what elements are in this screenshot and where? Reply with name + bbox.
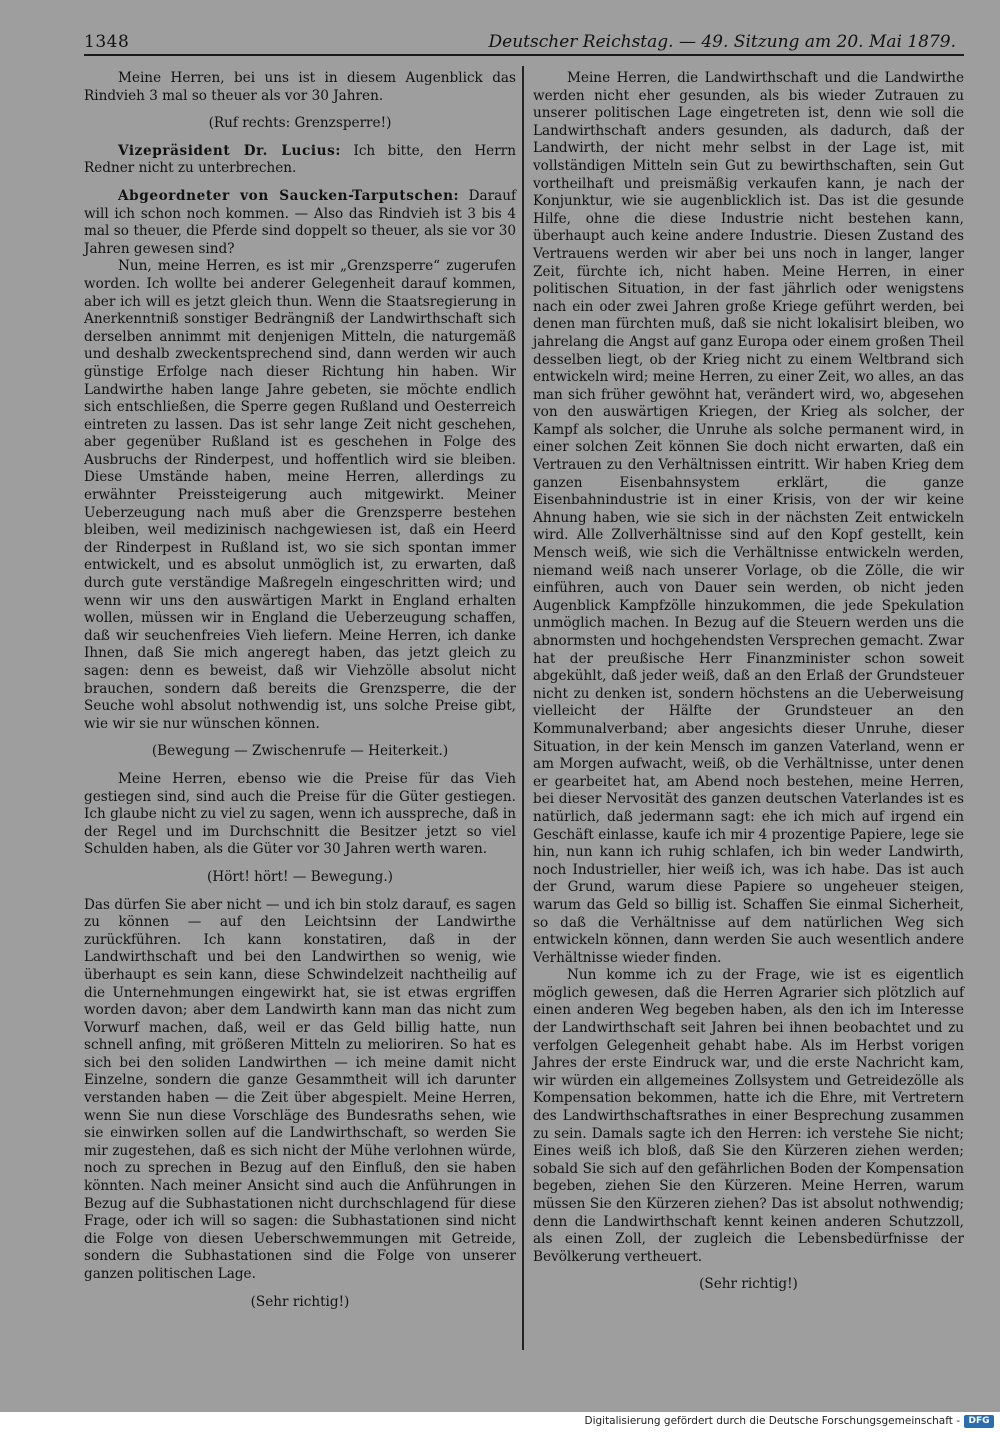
interjection: (Sehr richtig!) [699,1276,798,1293]
speech-text: Darauf will ich schon noch kommen. — Also das Rindvieh ist 3 bis 4 mal so theuer, die Pferde sind doppelt so theuer, als sie vor 30 Jahren gewesen sind? [84,187,516,257]
right-column [533,70,964,1304]
speech-text: Ich bitte, den Herrn Redner nicht zu unterbrechen. [84,142,516,177]
page-header [84,30,964,56]
speaker-name: Vizepräsident Dr. Lucius: [118,142,342,159]
dfg-logo: DFG [964,1415,994,1428]
digitization-footer [0,1412,1000,1432]
paragraph: Nun, meine Herren, es ist mir „Grenzsperre“ zugerufen worden. Ich wollte bei anderer Gelegenheit darauf kommen, aber ich will es jetzt gleich thun. Wenn die Staatsregierung in Anerkenntniß sonstiger Bedrängniß der Landwirthschaft sich derselben annimmt mit denjenigen Mitteln, die naturgemäß und deshalb zweckentsprechend sind, dann werden wir auch günstige Erfolge nach dieser Richtung hin haben. Wir Landwirthe haben lange Jahre gebeten, sie möchte endlich sich entschließen, die Sperre gegen Rußland und Oesterreich eintreten zu lassen. Das ist sehr lange Zeit nicht geschehen, aber gegenüber Rußland ist es geschehen in Folge des Ausbruchs der Rinderpest, und hoffentlich wird sie bleiben. Diese Umstände haben, meine Herren, allerdings zu erwähnter Preissteigerung auch mitgewirkt. Meiner Ueberzeugung nach muß aber die Grenzsperre bestehen bleiben, weil medizinisch nachgewiesen ist, daß ein Heerd der Rinderpest in Rußland ist, wo sie sich spontan immer entwickelt, und es absolut unmöglich ist, zu erwarten, daß durch gute verständige Maßregeln eingeschritten wird; und wenn wir uns den auswärtigen Markt in England erhalten wollen, müssen wir in England die Ueberzeugung schaffen, daß wir seuchenfreies Vieh liefern. Meine Herren, ich danke Ihnen, daß Sie mich angeregt haben, das jetzt gleich zu sagen: denn es beweist, daß wir Viehzölle absolut nicht brauchen, sondern daß bereits die Grenzsperre, die der Seuche wohl absolut nothwendig ist, uns solche Preise gibt, wie wir sie nur wünschen können. [84,258,516,732]
paragraph [84,143,516,178]
column-divider [522,66,524,1350]
paragraph [84,188,516,258]
interjection: (Ruf rechts: Grenzsperre!) [208,115,392,132]
interjection: (Sehr richtig!) [250,1293,350,1310]
running-title: Deutscher Reichstag. — 49. Sitzung am 20. Mai 1879. [488,32,956,52]
paragraph: Nun komme ich zu der Frage, wie ist es eigentlich möglich gewesen, daß die Herren Agrarier sich plötzlich auf einen anderen Weg begeben haben, als den ich im Interesse der Landwirthschaft seit Jahren bei ihnen beobachtet und zu verfolgen Gelegenheit gehabt habe. Als im Herbst vorigen Jahres der erste Eindruck war, und die erste Nachricht kam, wir würden ein allgemeines Zollsystem und Getreidezölle als Kompensation bekommen, hatte ich die Ehre, mit Vertretern des Landwirthschaftsrathes in einer Besprechung zusammen zu sein. Damals sagte ich den Herren: ich verstehe Sie nicht; Eines weiß ich bloß, daß Sie den Kürzeren ziehen werden; sobald Sie sich auf den gefährlichen Boden der Kompensation begeben, ziehen Sie den Kürzeren. Meine Herren, warum müssen Sie den Kürzeren ziehen? Das ist absolut nothwendig; denn die Landwirthschaft kennt keinen anderen Schutzzoll, als einen Zoll, der zugleich die Lebensbedürfnisse der Bevölkerung vertheuert. [533,967,964,1265]
page-number: 1348 [84,32,130,52]
interjection: (Hört! hört! — Bewegung.) [207,868,393,885]
interjection: (Bewegung — Zwischenrufe — Heiterkeit.) [151,743,449,760]
paragraph: Meine Herren, bei uns ist in diesem Augenblick das Rindvieh 3 mal so theuer als vor 30 Jahren. [84,70,516,104]
speaker-name: Abgeordneter von Saucken-Tarputschen: [118,187,460,204]
paragraph: Meine Herren, ebenso wie die Preise für das Vieh gestiegen sind, sind auch die Preise für die Güter gestiegen. Ich glaube nicht zu viel zu sagen, wenn ich ausspreche, daß in der Regel und im Durchschnitt die Besitzer jetzt so viel Schulden haben, als die Güter vor 30 Jahren werth waren. [84,770,516,858]
header-rule [84,54,964,56]
paragraph: Das dürfen Sie aber nicht — und ich bin stolz darauf, es sagen zu können — auf den Leichtsinn der Landwirthe zurückführen. Ich kann konstatiren, daß in der Landwirthschaft und bei den Landwirthen so wenig, wie überhaupt es sein kann, diese Schwindelzeit nachtheilig auf die Unternehmungen eingewirkt hat, sie ist etwas ergriffen worden davon; aber dem Landwirth kann man das nicht zum Vorwurf machen, daß, weil er das Geld billig hatte, nun schnell anfing, mit größeren Mitteln zu melioriren. So hat es sich bei den soliden Landwirthen — ich meine damit nicht Einzelne, sondern die ganze Gesammtheit will ich darunter verstanden haben — die Zeit über abgespielt. Meine Herren, wenn Sie nun diese Vorschläge des Bundesraths sehen, wie sie einwirken sollen auf die Landwirthschaft, so werden Sie mir zugestehen, daß es sich nicht der Mühe verlohnen würde, noch zu sprechen in Bezug auf den Einfluß, den sie haben könnten. Nach meiner Ansicht sind auch die Anführungen in Bezug auf die Subhastationen nicht durchschlagend für diese Frage, oder ich will so sagen: die Subhastationen sind nicht die Folge von diesen Ueberschwemmungen mit Getreide, sondern die Subhastationen sind die Folge von unserer ganzen politischen Lage. [84,896,516,1282]
paragraph: Meine Herren, die Landwirthschaft und die Landwirthe werden nicht eher gesunden, als bis wieder Zutrauen zu unserer politischen Lage eingetreten ist, denn wie soll die Landwirthschaft anders gesunden, als dadurch, daß der Landwirth, der nicht mehr selbst in der Lage ist, mit vollständigen Mitteln sein Gut zu bewirthschaften, sein Gut vortheilhaft und preismäßig verkaufen kann, je nach der Konjunktur, wie sie augenblicklich ist. Das ist die gesunde Hilfe, ohne die diese Industrie nicht bestehen kann, überhaupt auch keine andere Industrie. Diesen Zustand des Vertrauens werden wir aber bei uns noch in langer, langer Zeit, fürchte ich, nicht haben. Meine Herren, in einer politischen Situation, in der fast jährlich oder wenigstens nach ein oder zwei Jahren große Kriege geführt werden, bei denen man fürchten muß, daß sie nicht lokalisirt bleiben, wo jahrelang die Angst auf ganz Europa oder einem großen Theil desselben liegt, ob der Krieg nicht zu einem Weltbrand sich entwickeln wird; meine Herren, zu einer Zeit, wo alles, an das man sich früher gewöhnt hat, verändert wird, wo, abgesehen von den auswärtigen Kriegen, der Krieg als solcher, der Kampf als solcher, die Unruhe als solche permanent wird, in einer solchen Zeit können Sie doch nicht erwarten, daß ein Vertrauen zu den Verhältnissen eintritt. Wir haben Krieg dem ganzen Eisenbahnsystem erklärt, die ganze Eisenbahnindustrie ist in einer Krisis, von der wir keine Ahnung haben, wie sie sich in der nächsten Zeit entwickeln wird. Alle Zollverhältnisse sind auf den Kopf gestellt, kein Mensch weiß, wie sich die Verhältnisse entwickeln werden, niemand weiß nach unserer Vorlage, ob die Zölle, die wir einführen, auch von Dauer sein werden, ob nicht jeden Augenblick Kampfzölle hinzukommen, die jede Spekulation unmöglich machen. In Bezug auf die Steuern werden uns die abnormsten und hochgehendsten Versprechen gemacht. Zwar hat der preußische Herr Finanzminister schon soweit abgekühlt, daß jeder weiß, daß an den Erlaß der Grundsteuer nicht zu denken ist, sondern höchstens an die Ueberweisung vielleicht der Hälfte der Grundsteuer an den Kommunalverband; aber angesichts dieser Unruhe, dieser Situation, in der kein Mensch im ganzen Vaterland, wenn er am Morgen aufwacht, weiß, ob die Verhältnisse, unter denen er gearbeitet hat, am Abend noch bestehen, meine Herren, bei dieser Nervosität des ganzen deutschen Vaterlandes ist es natürlich, daß jedermann sagt: ehe ich mich auf irgend ein Geschäft einlasse, kaufe ich mir 4 prozentige Papiere, lege sie hin, nun kann ich ruhig schlafen, ich bin weder Landwirth, noch Industrieller, hier weiß ich, was ich habe. Das ist auch der Grund, warum diese Papiere so ungeheuer steigen, warum das Geld so billig ist. Schaffen Sie einmal Sicherheit, so daß die Verhältnisse auf dem natürlichen Weg sich entwickeln können, dann werden Sie auch wesentlich andere Verhältnisse wieder finden. [533,70,964,966]
funding-notice: Digitalisierung gefördert durch die Deutsche Forschungsgemeinschaft - [584,1415,960,1427]
left-column [84,70,516,1321]
